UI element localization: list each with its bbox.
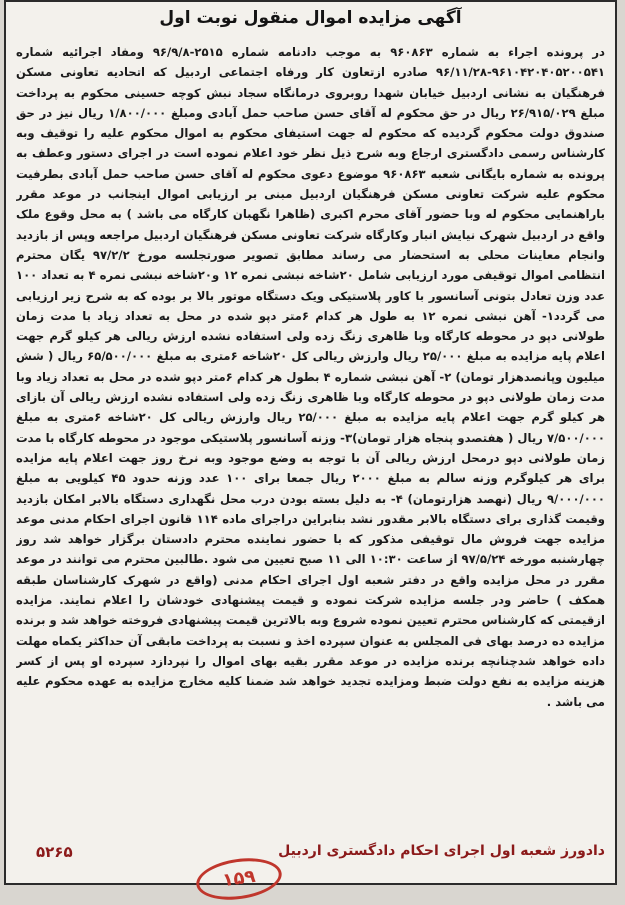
notice-footer bbox=[16, 843, 605, 865]
notice-body: در پرونده اجراء به شماره ۹۶۰۸۶۳ به موجب دادنامه شماره ۲۵۱۵-۹۶/۹/۸ ومفاد اجرائیه شماره ۹۶۱۰۴۲۰۴۰۵۲۰۰۵۴۱-۹۶/۱۱/۲۸ صادره ازتعاون کار ورفاه اجتماعی اردبیل که اتحادیه تعاونی مسکن فرهنگیان به نشانی اردبیل خیابان شهدا روبروی درمانگاه سجاد نبش کوچه حسینی محکوم به پرداخت مبلغ ۲۶/۹۱۵/۰۲۹ ریال در حق محکوم له آقای حسن صاحب حمل آبادی ومبلغ ۱/۸۰۰/۰۰۰ ریال نیز در حق صندوق دولت محکوم گردیده که محکوم له جهت استیفای محکوم به اموال محکوم علیه را توقیف وبه کارشناس رسمی دادگستری ارجاع وبه شرح ذیل نظر خود اعلام نموده است در اجرای دستور وعطف به پرونده به شماره بایگانی شعبه ۹۶۰۸۶۳ موضوع دعوی محکوم له آقای حسن صاحب حمل آبادی بطرفیت محکوم علیه شرکت تعاونی مسکن فرهنگیان اردبیل مبنی بر ارزیابی اموال اینجانب در موعد مقرر باراهنمایی محکوم له وبا حضور آقای محرم اکبری (ظاهرا نگهبان کارگاه می باشد ) به محل وقوع ملک واقع در اردبیل شهرک نیایش انبار وکارگاه شرکت تعاونی مسکن فرهنگیان اردبیل مراجعه وپس از بازدید وانجام معاینات محلی به استحضار می رساند مطابق تصویر صورتجلسه مورخ ۹۷/۲/۲ یگان محترم انتظامی اموال توقیفی مورد ارزیابی شامل ۲۰شاخه نبشی نمره ۱۲ و۲۰شاخه نبشی نمره ۴ به تعداد ۱۰۰ عدد وزن تعادل بتونی آسانسور با کاور پلاستیکی ویک دستگاه موتور بالا بر بوده که به شرح زیر ارزیابی می گردد۱- آهن نبشی نمره ۱۲ به طول هر کدام ۶متر دپو شده در محل به تعداد زیاد با مدت زمان طولانی دپو در محوطه کارگاه وبا ظاهری زنگ زده ولی استفاده نشده ارزش ریالی هر کیلو گرم جهت اعلام پایه مزایده به مبلغ ۲۵/۰۰۰ ریال وارزش ریالی کل ۲۰شاخه ۶متری به مبلغ ۶۵/۵۰۰/۰۰۰ ریال ( شش میلیون وپانصدهزار تومان) ۲- آهن نبشی شماره ۴ بطول هر کدام ۶متر دپو شده در محل به تعداد زیاد وبا مدت زمان طولانی دپو در محوطه کارگاه وبا ظاهری زنگ زده ولی استفاده نشده ارزش ریالی آن بازای هر کیلو گرم جهت اعلام پایه مزایده به مبلغ ۲۵/۰۰۰ ریال وارزش ریالی کل ۲۰شاخه ۶متری به مبلغ ۷/۵۰۰/۰۰۰ ریال ( هفتصدو پنجاه هزار تومان)۳- وزنه آسانسور پلاستیکی موجود در محوطه کارگاه با مدت زمان طولانی دپو درمحل ارزش ریالی آن با توجه به وضع موجود وبه نرخ روز جهت اعلام پایه مزایده برای هر کیلوگرم وزنه سالم به مبلغ ۲۰۰۰ ریال جمعا برای ۱۰۰ عدد وزنه حدود ۴۵ کیلویی به مبلغ ۹/۰۰۰/۰۰۰ ریال (نهصد هزارتومان) ۴- به دلیل بسته بودن درب محل نگهداری دستگاه بالابر امکان بازدید وقیمت گذاری برای دستگاه بالابر مقدور نشد بنابراین دراجرای ماده ۱۱۴ قانون اجرای احکام مدنی موعد مزایده جهت فروش مال توقیفی مذکور که با حضور نماینده محترم دادستان برگزار خواهد شد روز چهارشنبه مورخه ۹۷/۵/۲۴ از ساعت ۱۰:۳۰ الی ۱۱ صبح تعیین می شود .طالبین محترم می توانند در موعد مقرر در محل مزایده واقع در دفتر شعبه اول اجرای احکام مدنی (واقع در شهرک کارشناسان طبقه همکف ) حاضر ودر جلسه مزایده شرکت نموده و قیمت پیشنهادی خودشان را اعلام نمایند. مزایده ازقیمتی که کارشناس محترم تعیین نموده شروع وبه بالاترین قیمت پیشنهادی فروخته خواهد شد و برنده مزایده ده درصد بهای فی المجلس به عنوان سپرده اخذ و نسبت به پرداخت مابقی آن حداکثر یکماه مهلت داده خواهد شدچنانچه برنده مزایده در موعد مقرر بقیه بهای اموال را نپردازد سپرده او پس از کسر هزینه مزایده به نفع دولت ضبط ومزایده تجدید خواهد شد ضمنا کلیه مخارج مزایده به عهده محکوم علیه می باشد . bbox=[16, 45, 605, 709]
stamp-mark: ۱۵۹ bbox=[194, 853, 285, 905]
notice-code: ۵۲۶۵ bbox=[36, 843, 73, 861]
signature-line: دادورز شعبه اول اجرای احکام دادگستری اردبیل bbox=[278, 843, 605, 859]
notice-title: آگهی مزایده اموال منقول نوبت اول bbox=[159, 8, 462, 28]
notice-sheet bbox=[4, 0, 617, 892]
